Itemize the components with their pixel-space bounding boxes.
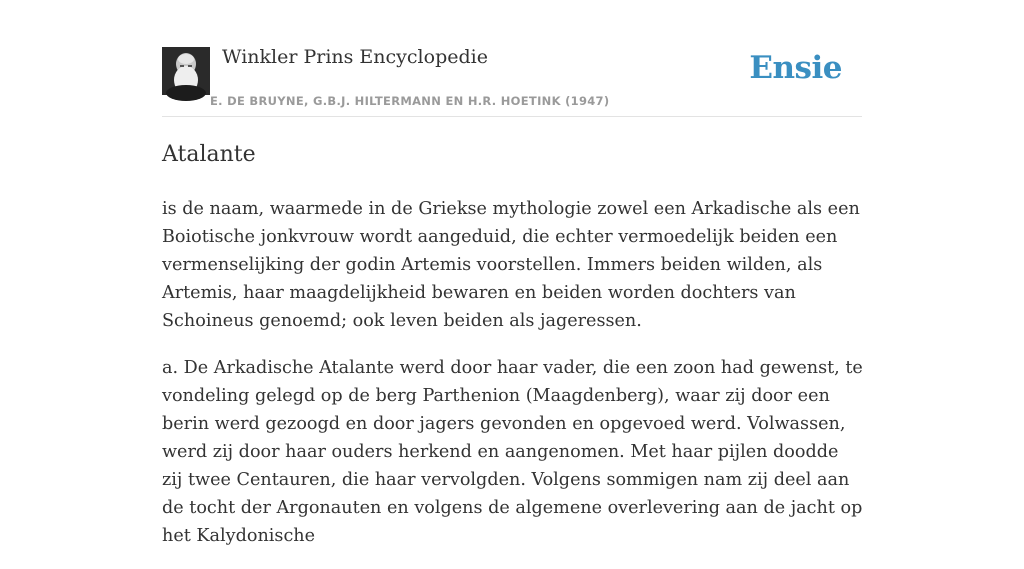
publication-header	[162, 44, 862, 117]
article-title: Atalante	[162, 142, 256, 167]
article-content	[162, 140, 864, 569]
article-paragraph: a. De Arkadische Atalante werd door haar vader, die een zoon had gewenst, te vondeling gelegd op de berg Parthenion (Maagdenberg), waar zij door een berin werd gezoogd en door jagers gevonden en opgevoed werd. Volwassen, werd zij door haar ouders herkend en aangenomen. Met haar pijlen doodde zij twee Centauren, die haar vervolgden. Volgens sommigen nam zij deel aan de tocht der Argonauten en volgens de algemene overlevering aan de jacht op het Kalydonische	[162, 358, 863, 546]
publication-authors: E. DE BRUYNE, G.B.J. HILTERMANN EN H.R. HOETINK (1947)	[210, 94, 610, 108]
article-paragraph: is de naam, waarmede in de Griekse mythologie zowel een Arkadische als een Boiotische jonkvrouw wordt aangeduid, die echter vermoedelijk beiden een vermenselijking der godin Artemis voorstellen. Immers beiden wilden, als Artemis, haar maagdelijkheid bewaren en beiden worden dochters van Schoineus genoemd; ook leven beiden als jageressen.	[162, 199, 860, 331]
ensie-logo-link[interactable]: Ensie	[749, 50, 842, 86]
publication-title[interactable]: Winkler Prins Encyclopedie	[222, 46, 488, 68]
portrait-avatar-icon[interactable]	[162, 47, 210, 95]
